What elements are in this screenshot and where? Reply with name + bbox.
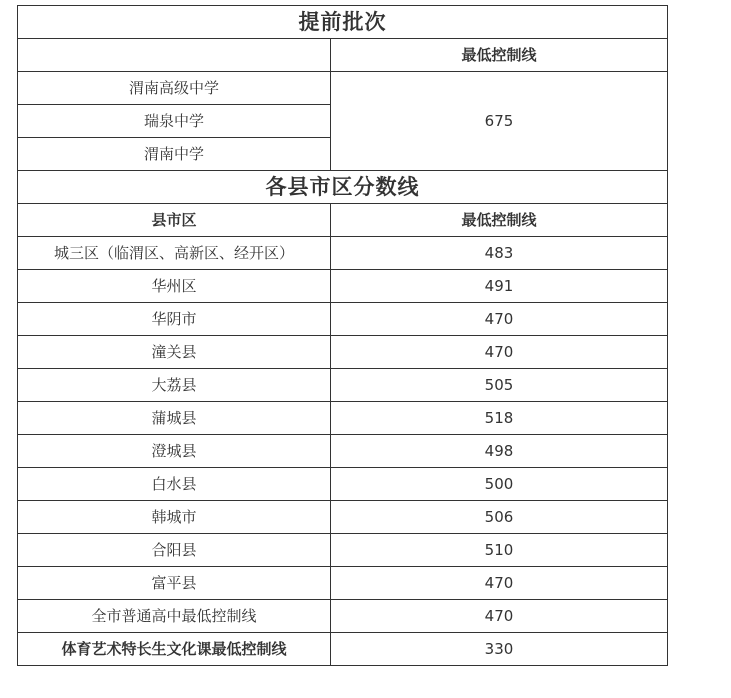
school-name: 渭南中学	[18, 138, 331, 171]
city-wide-row	[18, 600, 668, 633]
school-name: 瑞泉中学	[18, 105, 331, 138]
district-name: 澄城县	[18, 435, 331, 468]
district-row	[18, 402, 668, 435]
district-score: 506	[331, 501, 668, 534]
district-row	[18, 567, 668, 600]
district-score: 491	[331, 270, 668, 303]
district-score: 500	[331, 468, 668, 501]
district-score: 470	[331, 567, 668, 600]
section2-title-row	[18, 171, 668, 204]
district-name: 合阳县	[18, 534, 331, 567]
section2-title: 各县市区分数线	[18, 171, 668, 204]
arts-sports-row	[18, 633, 668, 666]
score-table	[17, 5, 668, 666]
district-row	[18, 369, 668, 402]
section1-header-row	[18, 39, 668, 72]
early-batch-score: 675	[331, 72, 668, 171]
school-name: 渭南高级中学	[18, 72, 331, 105]
district-row	[18, 237, 668, 270]
district-score: 470	[331, 303, 668, 336]
district-row	[18, 501, 668, 534]
section1-header-score: 最低控制线	[331, 39, 668, 72]
section1-title-row	[18, 6, 668, 39]
section1-title: 提前批次	[18, 6, 668, 39]
arts-sports-label: 体育艺术特长生文化课最低控制线	[18, 633, 331, 666]
district-row	[18, 270, 668, 303]
district-row	[18, 435, 668, 468]
city-wide-label: 全市普通高中最低控制线	[18, 600, 331, 633]
section2-header-row	[18, 204, 668, 237]
school-row	[18, 72, 668, 105]
district-name: 蒲城县	[18, 402, 331, 435]
section2-header-score: 最低控制线	[331, 204, 668, 237]
district-name: 华州区	[18, 270, 331, 303]
section1-header-empty	[18, 39, 331, 72]
district-name: 韩城市	[18, 501, 331, 534]
district-row	[18, 303, 668, 336]
district-name: 潼关县	[18, 336, 331, 369]
district-score: 518	[331, 402, 668, 435]
district-row	[18, 534, 668, 567]
section2-header-district: 县市区	[18, 204, 331, 237]
district-score: 483	[331, 237, 668, 270]
district-score: 505	[331, 369, 668, 402]
district-score: 470	[331, 336, 668, 369]
district-name: 城三区（临渭区、高新区、经开区）	[18, 237, 331, 270]
district-score: 510	[331, 534, 668, 567]
district-name: 富平县	[18, 567, 331, 600]
arts-sports-score: 330	[331, 633, 668, 666]
district-score: 498	[331, 435, 668, 468]
district-row	[18, 468, 668, 501]
district-row	[18, 336, 668, 369]
district-name: 白水县	[18, 468, 331, 501]
city-wide-score: 470	[331, 600, 668, 633]
district-name: 华阴市	[18, 303, 331, 336]
district-name: 大荔县	[18, 369, 331, 402]
